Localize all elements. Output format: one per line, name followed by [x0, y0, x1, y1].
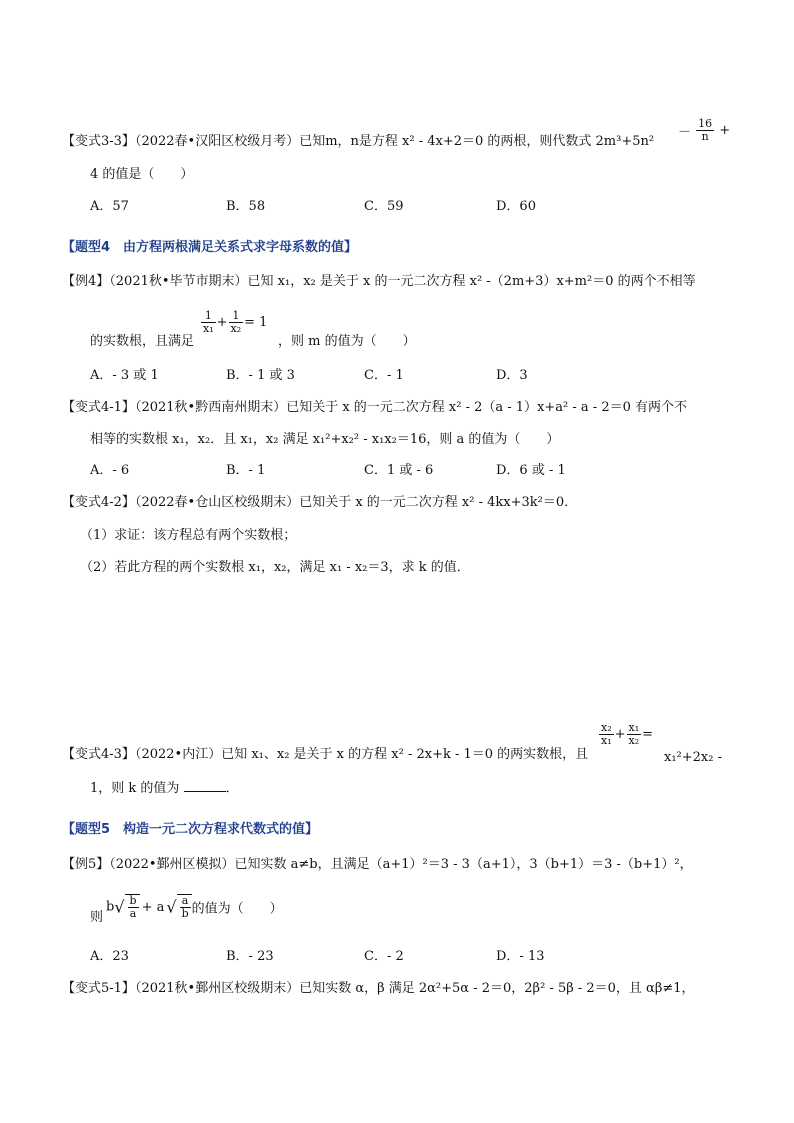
q43-equation: $\frac{\text{x₂}}{\text{x₁}}$ + $\frac{\text{x₁}}{\text{x₂}}$ = [601, 721, 654, 747]
ex4-options [90, 366, 650, 386]
ex4-option-d[interactable]: D．3 [496, 368, 528, 383]
q41-tag: 【变式4-1】 [62, 400, 135, 415]
ex4-frac1-num: 1 [201, 310, 216, 323]
ex5-tag: 【例5】 [62, 857, 110, 872]
q43-frac1-num: x₂ [601, 721, 612, 734]
ex4-frac1-den: x₁ [203, 322, 214, 335]
q33-line2: 4 的值是（ ） [90, 167, 194, 182]
ex4-option-a[interactable]: A．- 3 或 1 [90, 368, 159, 383]
q33-option-d[interactable]: D．60 [496, 199, 536, 214]
q43-answer-blank[interactable] [184, 779, 226, 792]
q43-line1 [62, 745, 588, 765]
q42-sub1: （1）求证：该方程总有两个实数根； [80, 528, 297, 543]
q33-tag: 【变式3-3】 [62, 134, 135, 149]
ex4-text2a: 的实数根，且满足 [90, 334, 195, 349]
ex5-frac1-num: b [129, 894, 137, 907]
q33-option-c[interactable]: C．59 [364, 199, 404, 214]
q43-frac2-den: x₂ [628, 734, 640, 747]
ex5-frac1 [128, 895, 139, 920]
ex4-option-b[interactable]: B．- 1 或 3 [226, 368, 295, 383]
q43-frac2-num: x₁ [628, 721, 640, 734]
ex5-frac2 [180, 895, 191, 920]
q43-frac1-den: x₁ [601, 734, 612, 747]
q33-plus: + [719, 123, 731, 138]
ex4-text1: （2021秋•毕节市期末）已知 x₁，x₂ 是关于 x 的一元二次方程 x² -（2m+3）x+m²＝0 的两个不相等 [109, 274, 696, 289]
q43-frac1 [599, 722, 614, 747]
ex4-tag: 【例4】 [62, 274, 110, 289]
q33-minus: － [678, 125, 692, 140]
ex5-b: b [106, 899, 115, 915]
ex4-frac2-den: x₂ [230, 322, 242, 335]
q41-options [90, 461, 650, 481]
ex5-option-b[interactable]: B．- 23 [226, 949, 274, 964]
q33-frac-den: n [701, 130, 709, 143]
ex5-option-d[interactable]: D．- 13 [496, 949, 545, 964]
ex5-frac2-num: a [180, 895, 191, 908]
ex5-option-c[interactable]: C．- 2 [364, 949, 404, 964]
ex5-sqrt2 [177, 894, 192, 920]
q43-frac2 [627, 722, 642, 747]
ex4-option-c[interactable]: C．- 1 [364, 368, 404, 383]
q43-line2 [90, 779, 239, 799]
q33-text1: （2022春•汉阳区校级月考）已知m，n是方程 x² - 4x+2＝0 的两根，则代数式 2m³+5n² [134, 134, 655, 149]
ex5-line1 [62, 855, 693, 875]
ex5-option-a[interactable]: A．23 [90, 949, 129, 964]
ex4-text2b: ，则 m 的值为（ ） [278, 334, 416, 349]
q51-line1 [62, 979, 695, 999]
q33-option-a[interactable]: A．57 [90, 199, 129, 214]
ex5-line2 [90, 908, 103, 928]
q33-fraction-block [678, 118, 730, 143]
ex4-frac2-num: 1 [229, 310, 244, 323]
q33-option-b[interactable]: B．58 [226, 199, 266, 214]
q42-text1: （2022春•仓山区校级期末）已知关于 x 的一元二次方程 x² - 4kx+3k²＝0． [134, 495, 578, 510]
q33-fraction [696, 118, 714, 143]
ex4-line1 [62, 272, 696, 292]
q43-text2a: 1，则 k 的值为 [90, 781, 180, 796]
ex5-sqrt1 [125, 894, 140, 920]
q41-option-a[interactable]: A．- 6 [90, 463, 130, 478]
q43-text2b: ． [225, 781, 239, 796]
sqrt-icon: √ [114, 897, 125, 917]
q43-tag: 【变式4-3】 [62, 747, 135, 762]
q42-line1 [62, 493, 577, 513]
q41-option-d[interactable]: D．6 或 - 1 [496, 463, 566, 478]
ex5-frac2-den: b [181, 907, 189, 920]
ex5-text2a: 则 [90, 910, 104, 925]
ex4-line2 [90, 332, 416, 352]
ex5-plus-a: + a [141, 899, 165, 915]
ex5-options [90, 947, 650, 967]
ex5-text1: （2022•鄞州区模拟）已知实数 a≠b，且满足（a+1）²＝3 - 3（a+1），3（b+1）＝3 -（b+1）²， [109, 857, 693, 872]
sqrt-icon: √ [166, 897, 177, 917]
type5-heading: 【题型5 构造一元二次方程求代数式的值】 [62, 822, 319, 837]
ex4-equation: $\frac{1}{\text{x₁}}$ + $\frac{1}{\text{x₂}}$ = 1 [203, 309, 268, 335]
q42-sub2: （2）若此方程的两个实数根 x₁，x₂，满足 x₁ - x₂＝3，求 k 的值． [80, 560, 470, 575]
q41-text1: （2021秋•黔西南州期末）已知关于 x 的一元二次方程 x² - 2（a - 1）x+a² - a - 2＝0 有两个不 [134, 400, 687, 415]
ex5-expression [106, 894, 283, 920]
type4-heading: 【题型4 由方程两根满足关系式求字母系数的值】 [62, 240, 358, 255]
q41-line1 [62, 398, 687, 418]
q33-options [90, 197, 650, 217]
q43-text1: （2022•内江）已知 x₁、x₂ 是关于 x 的方程 x² - 2x+k - 1＝0 的两实数根，且 [134, 747, 589, 762]
q51-text1: （2021秋•鄞州区校级期末）已知实数 α，β 满足 2α²+5α - 2＝0，2β² - 5β - 2＝0，且 αβ≠1， [134, 981, 695, 996]
q41-line2: 相等的实数根 x₁，x₂．且 x₁，x₂ 满足 x₁²+x₂² - x₁x₂＝16，则 a 的值为（ ） [90, 432, 560, 447]
q33-line1 [62, 132, 654, 152]
q33-frac-num: 16 [698, 117, 713, 130]
ex5-text2b: 的值为（ ） [191, 901, 283, 917]
q41-option-c[interactable]: C．1 或 - 6 [364, 463, 434, 478]
q41-option-b[interactable]: B．- 1 [226, 463, 266, 478]
q42-tag: 【变式4-2】 [62, 495, 135, 510]
q51-tag: 【变式5-1】 [62, 981, 135, 996]
q43-rhs: x₁²+2x₂ - [664, 750, 722, 765]
ex5-frac1-den: a [129, 907, 137, 920]
